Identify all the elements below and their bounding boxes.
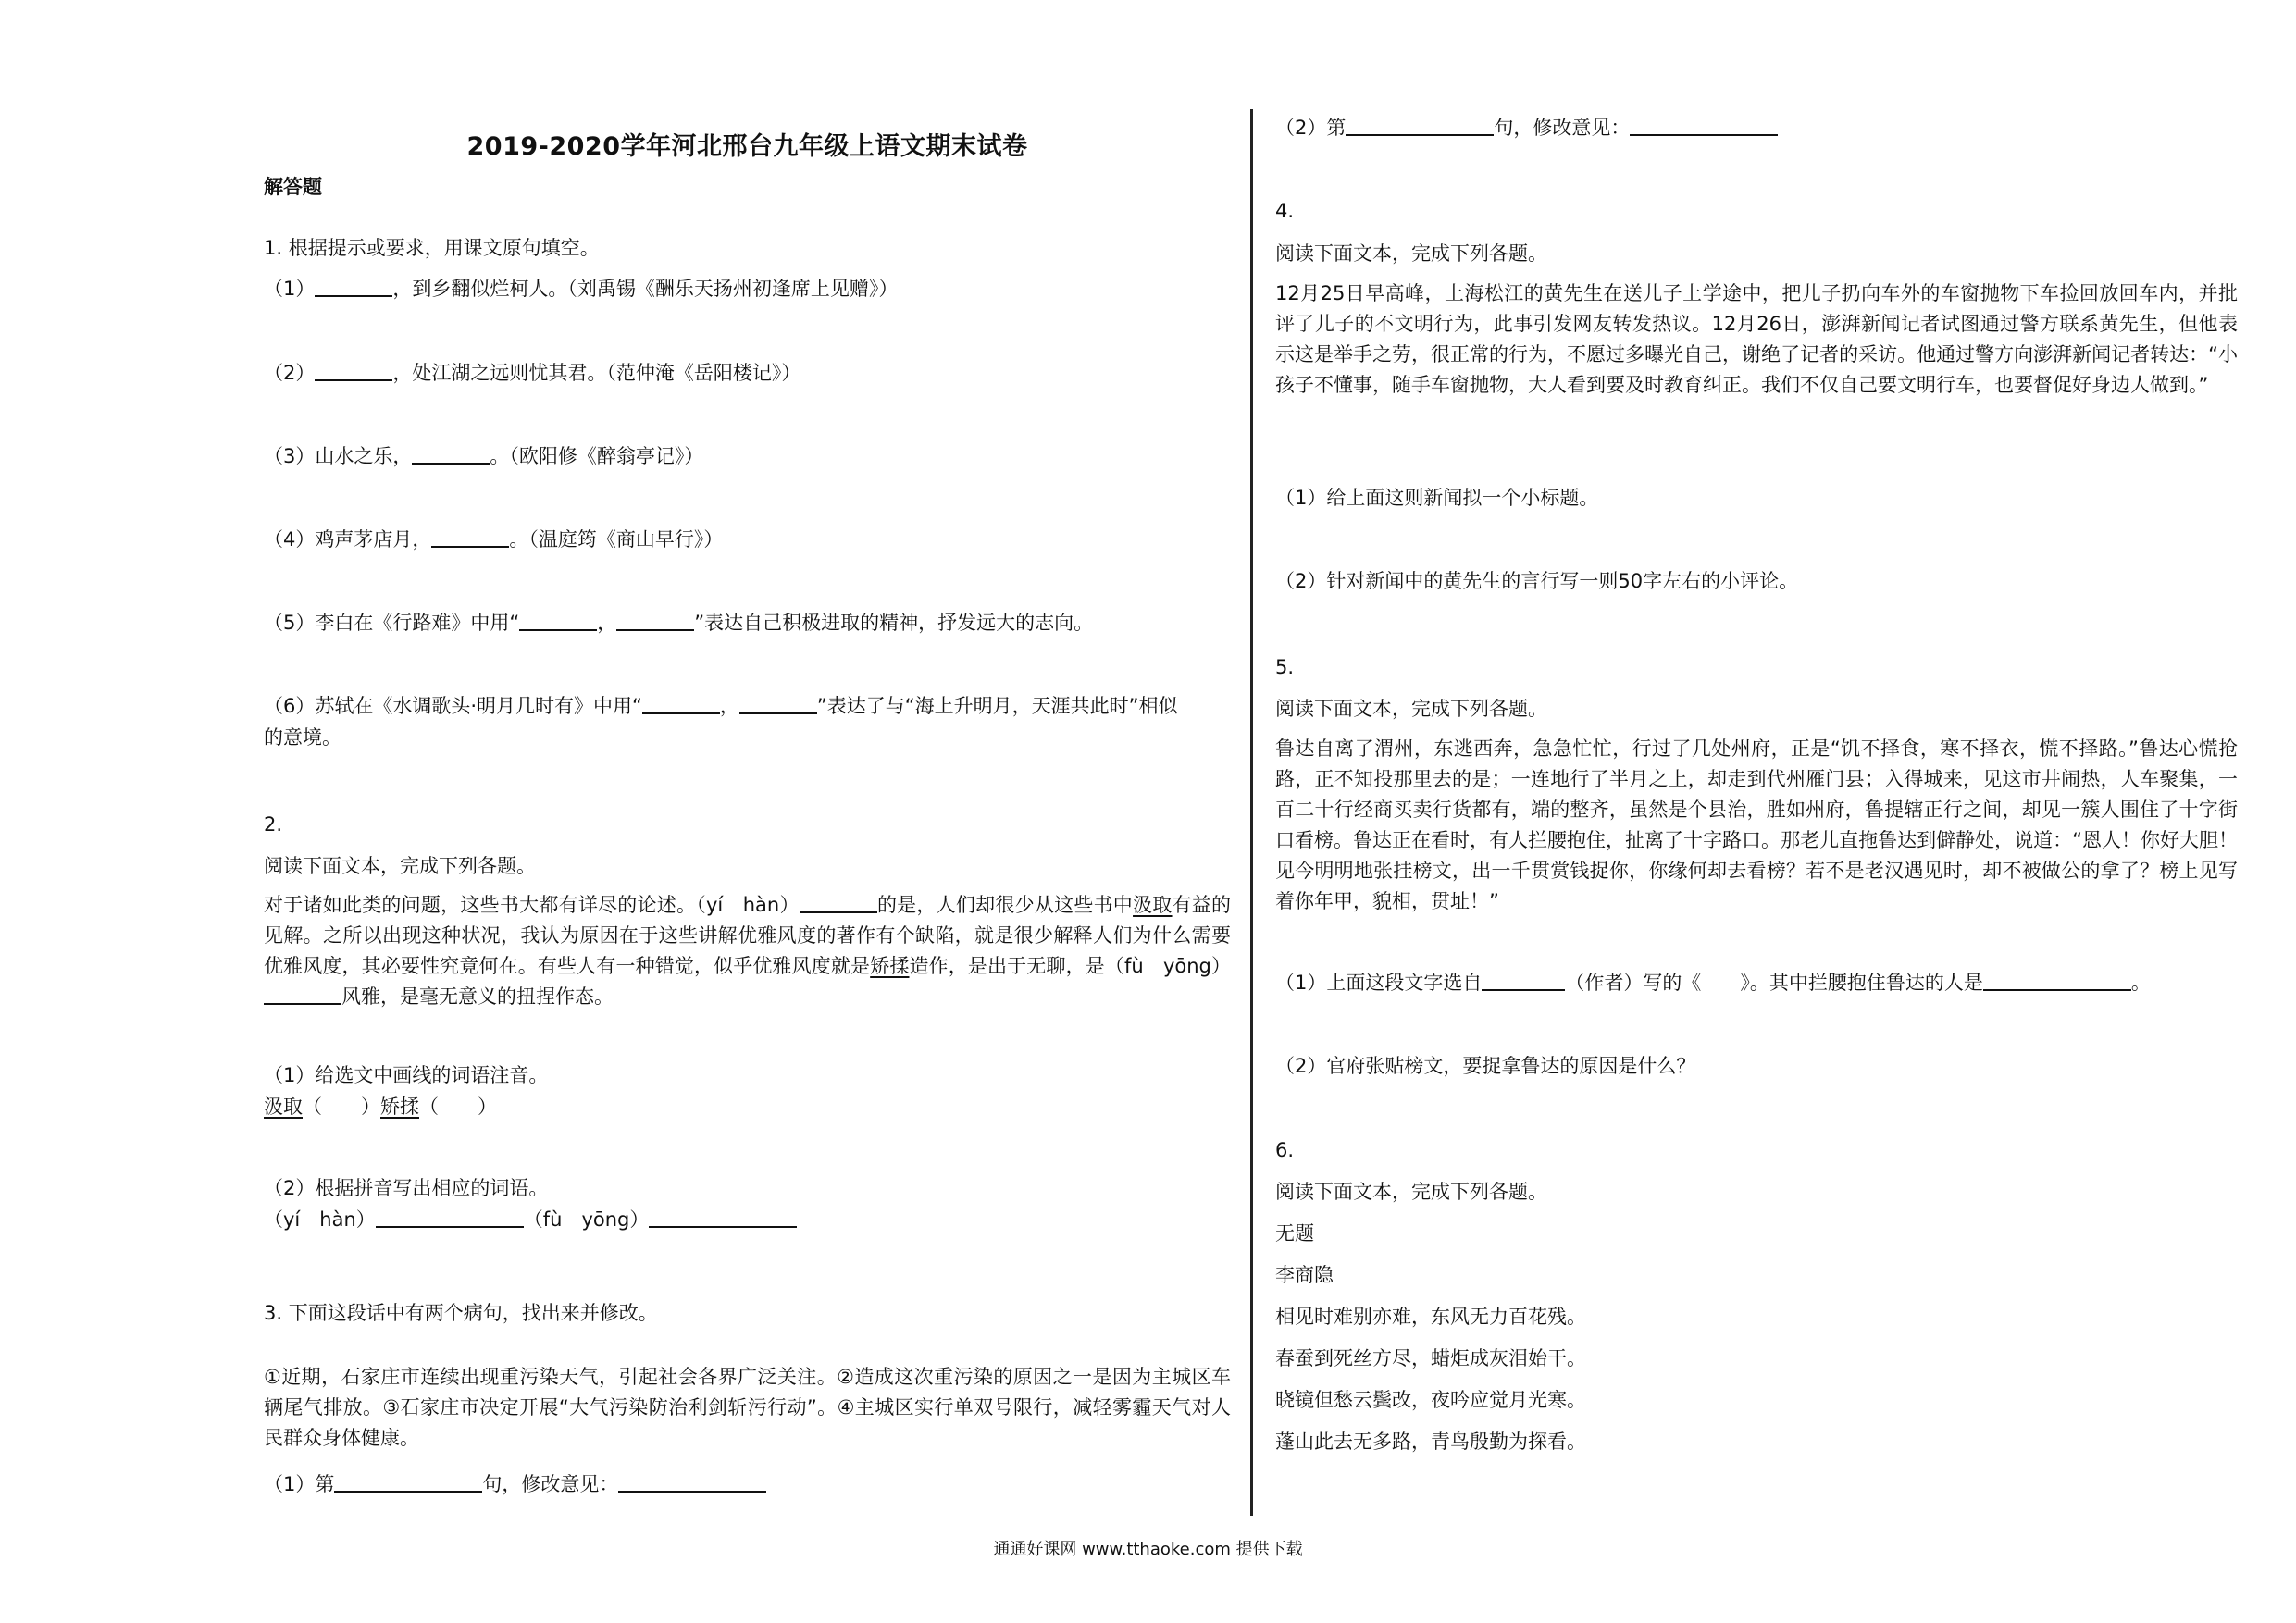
q6-intro: 阅读下面文本，完成下列各题。 [1275, 1181, 1547, 1203]
answer-blank[interactable] [800, 891, 877, 913]
q2-sub-1-answers [264, 1092, 497, 1121]
q2-sub-2: （2）根据拼音写出相应的词语。 [264, 1177, 549, 1199]
q6-number: 6. [1275, 1139, 1295, 1161]
q3-sub-2 [1275, 113, 1778, 142]
answer-blank[interactable] [315, 275, 392, 297]
q2-number: 2. [264, 813, 283, 836]
q1-item-4 [264, 525, 723, 554]
poem-line: 相见时难别亦难，东风无力百花残。 [1275, 1306, 1586, 1328]
q5-passage: 鲁达自离了渭州，东逃西奔，急急忙忙，行过了几处州府，正是“饥不择食，寒不择衣，慌不择路。”鲁达心慌抢路，正不知投那里去的是；一连地行了半月之上，却走到代州雁门县；入得城来，见这市井闹热，人车聚集，一百二十行经商买卖行货都有，端的整齐，虽然是个县治，胜如州府，鲁提辖正行之间，却见一簇人围住了十字街口看榜。鲁达正在看时，有人拦腰抱住，扯离了十字路口。那老儿直拖鲁达到僻静处，说道：“恩人！你好大胆！见今明明地张挂榜文，出一千贯赏钱捉你，你缘何却去看榜？若不是老汉遇见时，却不被做公的拿了？榜上见写着你年甲，貌相，贯址！” [1275, 737, 2238, 912]
poem-line: 春蚕到死丝方尽，蜡炬成灰泪始干。 [1275, 1347, 1586, 1369]
answer-blank[interactable] [334, 1470, 482, 1493]
q5-sub-1-text: （作者）写的《 》。其中拦腰抱住鲁达的人是 [1565, 972, 1983, 994]
q1-item-6-cont: 的意境。 [264, 726, 341, 749]
q3-sub-1-label: 句，修改意见： [482, 1473, 619, 1495]
q5-sub-1-text: （1）上面这段文字选自 [1275, 972, 1483, 994]
answer-blank[interactable] [1346, 114, 1494, 136]
q1-item-4-source: 。（温庭筠《商山早行》） [509, 528, 724, 551]
answer-blank[interactable] [315, 359, 392, 381]
answer-blank[interactable] [264, 983, 341, 1005]
poem-line: 晓镜但愁云鬓改，夜吟应觉月光寒。 [1275, 1389, 1586, 1411]
q1-item-6-tail: ”表达了与“海上升明月，天涯共此时”相似 [816, 695, 1178, 717]
q2-passage [264, 890, 1231, 1012]
underlined-word: 矫揉 [380, 1096, 419, 1118]
q1-item-4-text: （4）鸡声茅店月， [264, 528, 432, 551]
underlined-word: 汲取 [264, 1096, 303, 1118]
pinyin-label: （yí hàn） [264, 1208, 376, 1231]
answer-blank[interactable] [739, 692, 817, 714]
q4-intro: 阅读下面文本，完成下列各题。 [1275, 242, 1547, 265]
q3-sub-1-label: （1）第 [264, 1473, 335, 1495]
answer-blank[interactable] [649, 1206, 797, 1228]
q2-passage-part: 有益的见解。之所以出现这种状况，我认为原因在于这些讲解优雅风度的著作有个缺陷，就是很少解释人们为什么需要优雅风度，其必要性究竟何在。有些人有一种错觉，似乎优雅风度就是 [264, 894, 1232, 977]
q2-sub-1: （1）给选文中画线的词语注音。 [264, 1064, 549, 1086]
q4-number: 4. [1275, 200, 1295, 222]
q3-sub-2-label: 句，修改意见： [1494, 117, 1631, 139]
q5-number: 5. [1275, 656, 1295, 678]
answer-blank[interactable] [642, 692, 720, 714]
answer-blank[interactable] [1983, 969, 2131, 991]
q3-sub-1 [264, 1469, 766, 1499]
q4-passage: 12月25日早高峰，上海松江的黄先生在送儿子上学途中，把儿子扔向车外的车窗抛物下车捡回放回车内，并批评了儿子的不文明行为，此事引发网友转发热议。12月26日，澎湃新闻记者试图通过警方联系黄先生，但他表示这是举手之劳，很正常的行为，不愿过多曝光自己，谢绝了记者的采访。他通过警方向澎湃新闻记者转达：“小孩子不懂事，随手车窗抛物，大人看到要及时教育纠正。我们不仅自己要文明行车，也要督促好身边人做到。” [1275, 282, 2238, 396]
q2-sub-2-answers [264, 1205, 797, 1234]
q1-item-1-num: （1） [264, 278, 316, 300]
poem-author: 李商隐 [1275, 1264, 1334, 1286]
q1-item-3-source: 。（欧阳修《醉翁亭记》） [490, 445, 704, 467]
q1-item-2 [264, 358, 800, 388]
q1-item-5-tail: ”表达自己积极进取的精神，抒发远大的志向。 [694, 612, 1094, 634]
answer-blank[interactable] [618, 1470, 766, 1493]
q5-intro: 阅读下面文本，完成下列各题。 [1275, 698, 1547, 720]
q2-passage-part: 造作，是出于无聊，是（fù yōng） [909, 955, 1232, 977]
q1-item-6-comma: ， [719, 695, 739, 717]
q1-item-1 [264, 274, 898, 304]
q1-item-2-num: （2） [264, 362, 316, 384]
poem-line: 蓬山此去无多路，青鸟殷勤为探看。 [1275, 1431, 1586, 1453]
column-divider [1250, 109, 1253, 1516]
q5-sub-2: （2）官府张贴榜文，要捉拿鲁达的原因是什么？ [1275, 1055, 1696, 1077]
q3-sub-2-label: （2）第 [1275, 117, 1347, 139]
page-footer: 通通好课网 www.tthaoke.com 提供下载 [993, 1540, 1303, 1559]
answer-blank[interactable] [1482, 969, 1565, 991]
q4-sub-1: （1）给上面这则新闻拟一个小标题。 [1275, 487, 1599, 509]
pinyin-blank[interactable]: （ ） [419, 1096, 497, 1118]
q2-intro: 阅读下面文本，完成下列各题。 [264, 855, 536, 877]
answer-blank[interactable] [519, 609, 597, 631]
q2-passage-part: 对于诸如此类的问题，这些书大都有详尽的论述。（yí hàn） [264, 894, 800, 916]
q1-item-6-text: （6）苏轼在《水调歌头·明月几时有》中用“ [264, 695, 642, 717]
pinyin-blank[interactable]: （ ） [303, 1096, 380, 1118]
q3-stem: 3. 下面这段话中有两个病句，找出来并修改。 [264, 1302, 658, 1324]
q2-passage-part: 的是，人们却很少从这些书中 [876, 894, 1134, 916]
q1-item-1-text: ，到乡翻似烂柯人。（刘禹锡《酬乐天扬州初逢席上见赠》） [392, 278, 899, 300]
underlined-word: 矫揉 [870, 955, 910, 977]
q1-item-3 [264, 441, 703, 471]
q1-item-5 [264, 608, 1093, 638]
q1-item-5-comma: ， [597, 612, 617, 634]
q1-item-2-text: ，处江湖之远则忧其君。（范仲淹《岳阳楼记》） [392, 362, 801, 384]
q1-stem: 1. 根据提示或要求，用课文原句填空。 [264, 237, 600, 259]
q5-sub-1-text: 。 [2130, 972, 2151, 994]
section-heading: 解答题 [264, 176, 322, 198]
q1-item-5-text: （5）李白在《行路难》中用“ [264, 612, 520, 634]
poem-title: 无题 [1275, 1222, 1314, 1245]
q4-sub-2: （2）针对新闻中的黄先生的言行写一则50字左右的小评论。 [1275, 570, 1799, 592]
page-title: 2019-2020学年河北邢台九年级上语文期末试卷 [466, 132, 1028, 161]
q5-sub-1 [1275, 968, 2151, 997]
answer-blank[interactable] [1630, 114, 1778, 136]
q3-passage: ①近期，石家庄市连续出现重污染天气，引起社会各界广泛关注。②造成这次重污染的原因之一是因为主城区车辆尾气排放。③石家庄市决定开展“大气污染防治利剑斩污行动”。④主城区实行单双号限行，减轻雾霾天气对人民群众身体健康。 [264, 1366, 1231, 1449]
underlined-word: 汲取 [1133, 894, 1173, 916]
answer-blank[interactable] [431, 526, 509, 548]
answer-blank[interactable] [376, 1206, 524, 1228]
q2-passage-part: 风雅，是毫无意义的扭捏作态。 [341, 985, 614, 1008]
q1-item-6 [264, 691, 1178, 721]
answer-blank[interactable] [412, 442, 490, 465]
pinyin-label: （fù yōng） [523, 1208, 650, 1231]
q1-item-3-text: （3）山水之乐， [264, 445, 413, 467]
answer-blank[interactable] [616, 609, 694, 631]
